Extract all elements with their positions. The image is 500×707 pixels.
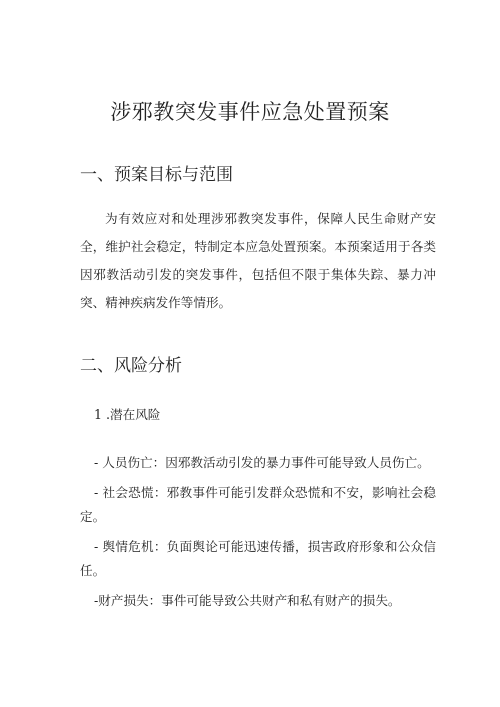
- section-heading-scope: 一、预案目标与范围: [80, 165, 233, 185]
- document-title: 涉邪教突发事件应急处置预案: [110, 100, 390, 124]
- section-heading-risk: 二、风险分析: [80, 356, 182, 376]
- section-paragraph-scope: 为有效应对和处理涉邪教突发事件，保障人民生命财产安全，维护社会稳定，特制定本应急处置预案。本预案适用于各类因邪教活动引发的突发事件，包括但不限于集体失踪、暴力冲突、精神疾病发作等情形。: [80, 211, 436, 310]
- list-item: - 舆情危机：负面舆论可能迅速传播，损害政府形象和公众信任。: [80, 539, 436, 578]
- list-item: - 社会恐慌：邪教事件可能引发群众恐慌和不安，影响社会稳定。: [80, 485, 436, 524]
- risk-list: [80, 451, 436, 619]
- subheading-potential-risk: 1 .潜在风险: [94, 407, 161, 422]
- list-item: - 人员伤亡：因邪教活动引发的暴力事件可能导致人员伤亡。: [94, 455, 430, 470]
- list-item: -财产损失：事件可能导致公共财产和私有财产的损失。: [94, 593, 401, 608]
